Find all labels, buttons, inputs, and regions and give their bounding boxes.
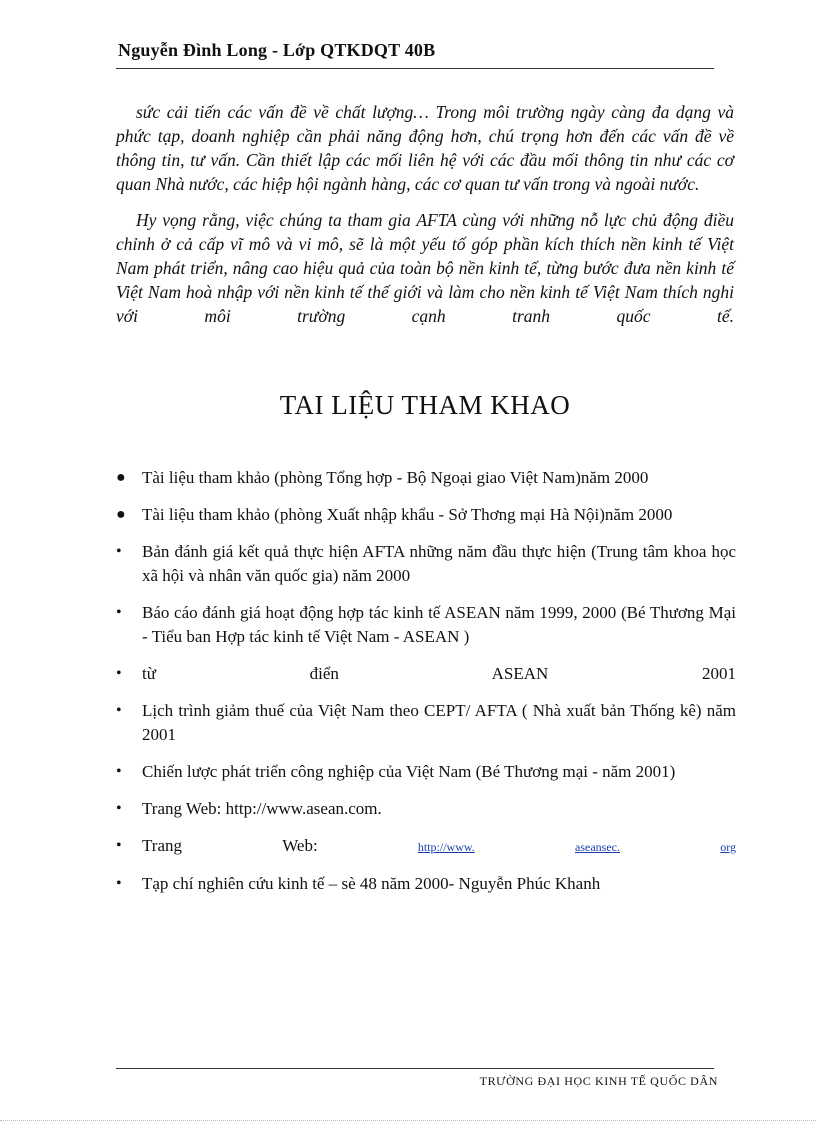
reference-text: từ điển ASEAN 2001 — [142, 664, 736, 683]
website-link-part[interactable]: org — [720, 840, 736, 854]
bullet-icon: • — [116, 875, 122, 892]
body-paragraph: sức cải tiến các vấn đề về chất lượng… Trong môi trường ngày càng đa dạng và phức tạp, doanh nghiệp cần phải năng động hơn, chú trọng hơn đến các vấn đề về thông tin, tư vấn. Cần thiết lập các mối liên hệ với các đầu mối thông tin như các cơ quan Nhà nước, các hiệp hội ngành hàng, các cơ quan tư vấn trong và ngoài nước. — [116, 102, 734, 194]
bullet-icon: • — [116, 604, 122, 621]
references-title: TAI LIỆU THAM KHAO — [279, 390, 571, 420]
bullet-icon: • — [116, 800, 122, 817]
reference-item — [116, 797, 736, 821]
reference-text: Báo cáo đánh giá hoạt động hợp tác kinh tế ASEAN năm 1999, 2000 (Bé Thương Mại - Tiểu ban Hợp tác kinh tế Việt Nam - ASEAN ) — [142, 603, 736, 646]
footer-divider — [116, 1068, 714, 1069]
reference-list — [116, 466, 736, 909]
bullet-icon: ● — [116, 506, 126, 523]
web-row — [142, 834, 736, 859]
reference-item — [116, 662, 736, 686]
web-word: Web: — [282, 836, 318, 855]
reference-text: Lịch trình giảm thuế của Việt Nam theo CEPT/ AFTA ( Nhà xuất bản Thống kê) năm 2001 — [142, 701, 736, 744]
reference-text: Tạp chí nghiên cứu kinh tế – sè 48 năm 2000- Nguyễn Phúc Khanh — [142, 874, 601, 893]
page-footer: TRƯỜNG ĐẠI HỌC KINH TẾ QUỐC DÂN — [479, 1074, 718, 1088]
reference-text: Tài liệu tham khảo (phòng Xuất nhập khẩu - Sở Thơng mại Hà Nội)năm 2000 — [142, 505, 673, 524]
reference-item — [116, 699, 736, 747]
header-divider — [116, 68, 714, 69]
reference-item — [116, 540, 736, 588]
reference-item — [116, 466, 736, 490]
reference-text: Trang Web: http://www.asean.com. — [142, 799, 382, 818]
bullet-icon: • — [116, 763, 122, 780]
bullet-icon: • — [116, 837, 122, 854]
body-paragraph: Hy vọng rằng, việc chúng ta tham gia AFTA cùng với những nỗ lực chủ động điều chỉnh ở cả cấp vĩ mô và vi mô, sẽ là một yếu tố góp phần kích thích nền kinh tế Việt Nam phát triển, nâng cao hiệu quả của toàn bộ nền kinh tế, từng bước đưa nền kinh tế Việt Nam hoà nhập với nền kinh tế thế giới và làm cho nền kinh tế Việt Nam thích nghi với môi trường cạnh tranh quốc tế. — [116, 210, 734, 326]
bullet-icon: • — [116, 665, 122, 682]
website-link-part[interactable]: aseansec. — [575, 840, 620, 854]
bullet-icon: ● — [116, 469, 126, 486]
reference-item — [116, 601, 736, 649]
reference-text: Bản đánh giá kết quả thực hiện AFTA những năm đầu thực hiện (Trung tâm khoa học xã hội và nhân văn quốc gia) năm 2000 — [142, 542, 736, 585]
reference-text: Chiến lược phát triển công nghiệp của Việt Nam (Bé Thương mại - năm 2001) — [142, 762, 676, 781]
page-edge — [0, 1120, 816, 1121]
website-link-part[interactable]: http://www. — [417, 840, 475, 854]
bullet-icon: • — [116, 702, 122, 719]
page-header-title: Nguyễn Đình Long - Lớp QTKDQT 40B — [118, 40, 436, 60]
reference-item — [116, 760, 736, 784]
reference-item — [116, 872, 736, 896]
body-text — [116, 100, 734, 340]
reference-text: Tài liệu tham khảo (phòng Tổng hợp - Bộ Ngoại giao Việt Nam)năm 2000 — [142, 468, 649, 487]
web-label: Trang — [142, 836, 182, 855]
bullet-icon: • — [116, 543, 122, 560]
reference-item-web — [116, 834, 736, 859]
reference-item — [116, 503, 736, 527]
